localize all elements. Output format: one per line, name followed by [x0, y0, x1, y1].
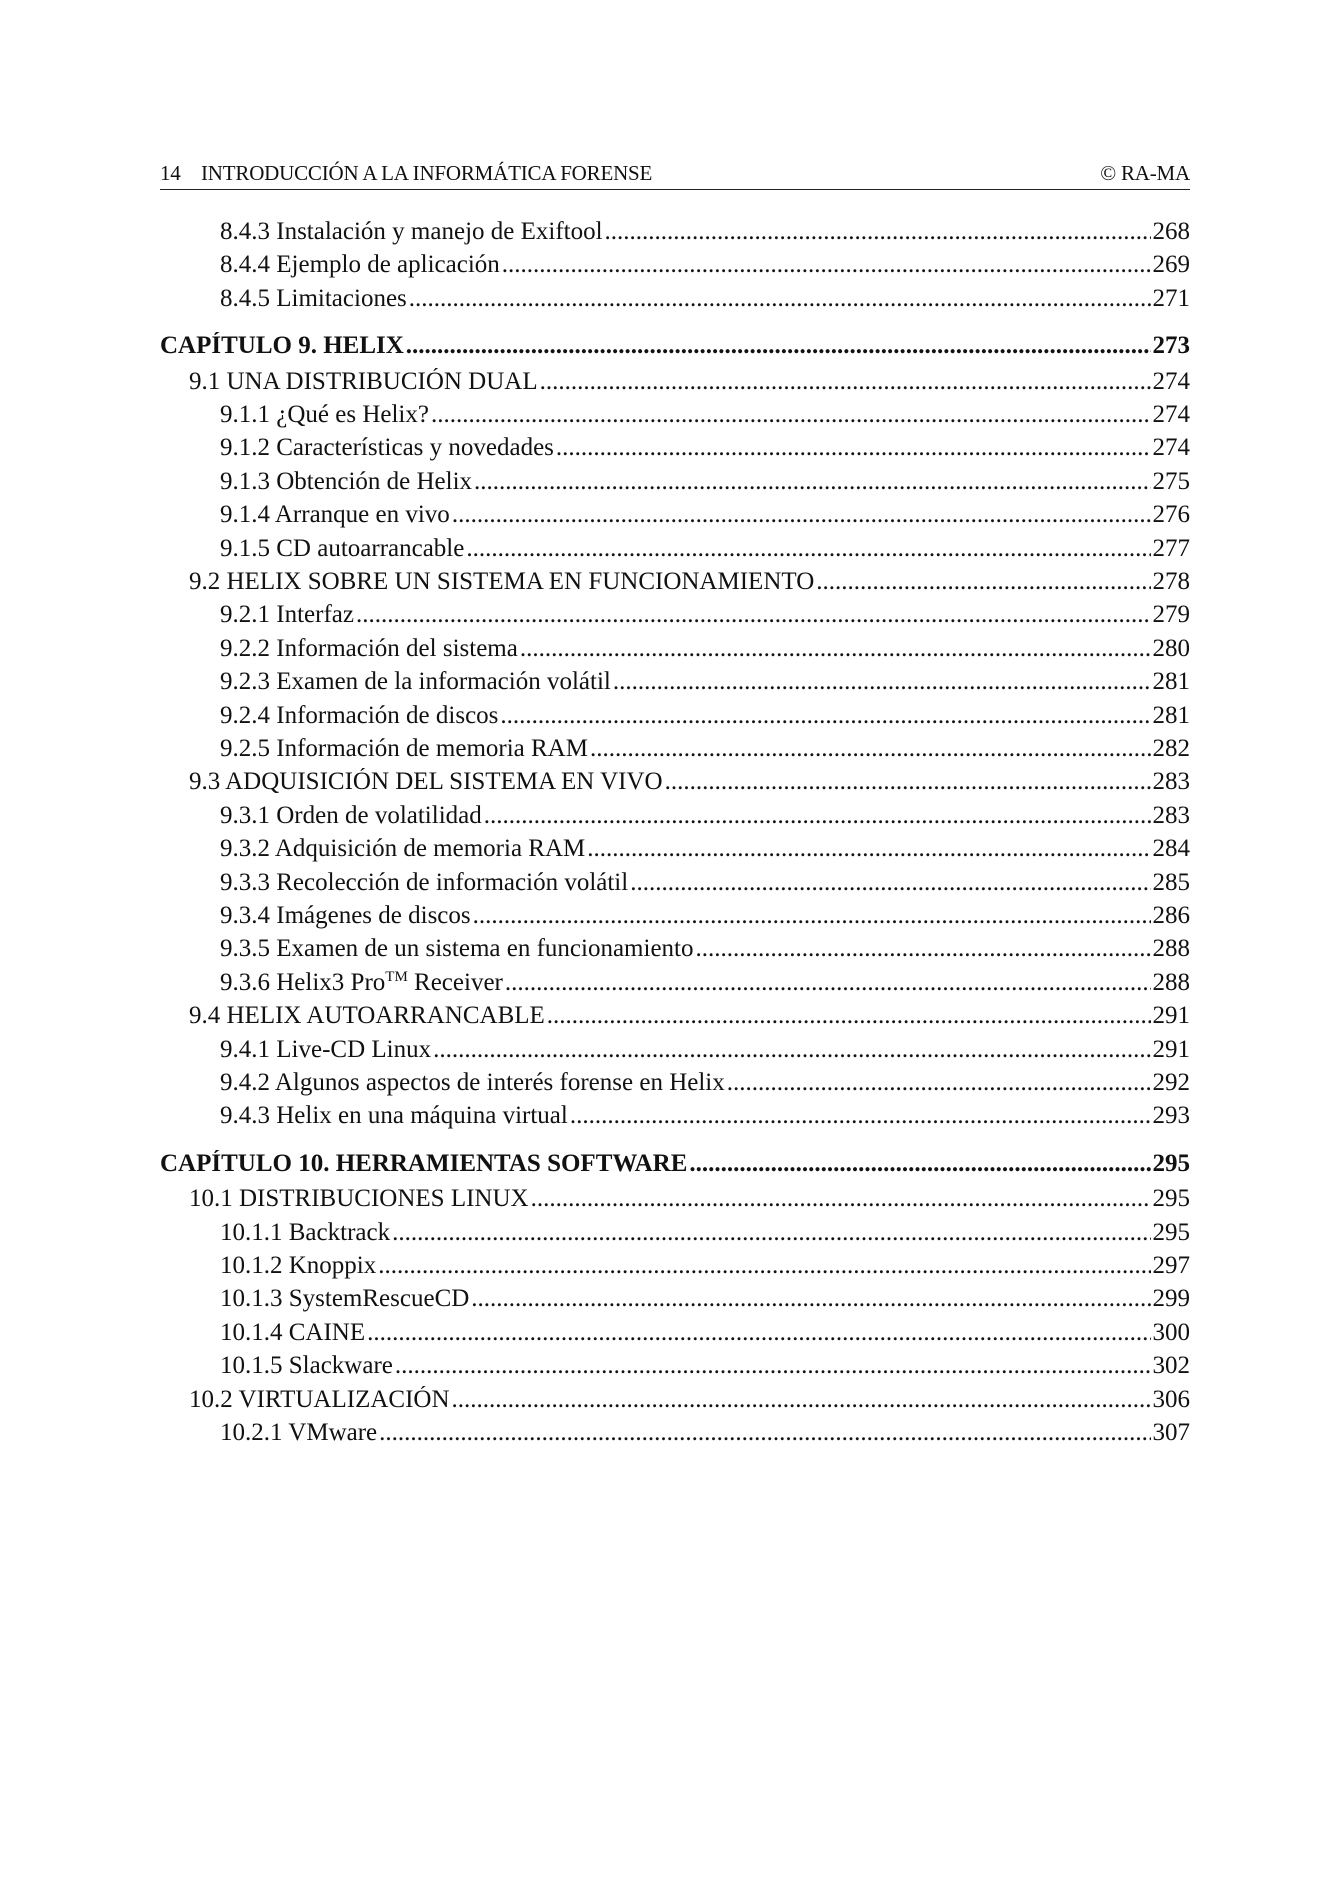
toc-entry[interactable] — [160, 601, 1190, 635]
toc-entry-label: 9.3.6 Helix3 Pro™ Receiver — [220, 968, 503, 996]
dot-leader — [547, 1002, 1151, 1030]
toc-entry-label: 8.4.4 Ejemplo de aplicación — [220, 251, 500, 279]
toc-entry-label: 10.1.5 Slackware — [220, 1352, 393, 1380]
toc-page-number: 297 — [1152, 1252, 1190, 1279]
dot-leader — [570, 1102, 1151, 1130]
toc-entry-label: 9.4.3 Helix en una máquina virtual — [220, 1102, 568, 1130]
dot-leader — [500, 702, 1150, 730]
toc-page-number: 300 — [1152, 1318, 1190, 1346]
dot-leader — [471, 1285, 1150, 1313]
toc-entry[interactable] — [160, 1069, 1190, 1103]
toc-page-number: 274 — [1152, 367, 1190, 395]
dot-leader — [613, 668, 1151, 696]
toc-page-number: 283 — [1152, 801, 1190, 829]
toc-entry[interactable] — [160, 1352, 1190, 1386]
toc-page-number: 292 — [1152, 1069, 1190, 1096]
dot-leader — [484, 802, 1151, 830]
toc-page-number: 282 — [1152, 735, 1190, 762]
toc-entry[interactable] — [160, 802, 1190, 836]
toc-entry[interactable] — [160, 1252, 1190, 1286]
toc-entry[interactable] — [160, 535, 1190, 569]
toc-entry[interactable] — [160, 434, 1190, 468]
toc-entry[interactable] — [160, 1002, 1190, 1036]
dot-leader — [727, 1069, 1151, 1097]
dot-leader — [531, 1185, 1151, 1213]
toc-entry[interactable] — [160, 1285, 1190, 1319]
toc-entry-label: 8.4.3 Instalación y manejo de Exiftool — [220, 218, 603, 245]
toc-entry[interactable] — [160, 635, 1190, 669]
header-publisher: © RA-MA — [1100, 161, 1190, 185]
toc-page-number: 295 — [1152, 1185, 1190, 1213]
dot-leader — [540, 368, 1151, 396]
toc-entry[interactable] — [160, 218, 1190, 252]
toc-page-number: 274 — [1152, 434, 1190, 462]
toc-entry[interactable] — [160, 1102, 1190, 1136]
toc-page-number: 295 — [1152, 1149, 1190, 1177]
toc-chapter-entry[interactable] — [160, 332, 1190, 366]
toc-page-number: 286 — [1152, 902, 1190, 929]
toc-entry-label: 8.4.5 Limitaciones — [220, 284, 407, 312]
toc-page-number: 275 — [1152, 467, 1190, 495]
toc-entry[interactable] — [160, 468, 1190, 502]
toc-entry[interactable] — [160, 768, 1190, 802]
dot-leader — [466, 535, 1150, 563]
toc-entry-label: 10.1.1 Backtrack — [220, 1218, 391, 1246]
dot-leader — [505, 969, 1151, 997]
toc-page-number: 277 — [1152, 534, 1190, 562]
toc-entry[interactable] — [160, 251, 1190, 285]
toc-entry-label: 9.2.5 Información de memoria RAM — [220, 735, 588, 762]
toc-entry-label: 9.2.3 Examen de la información volátil — [220, 668, 611, 696]
toc-page-number: 276 — [1152, 501, 1190, 529]
toc-entry-label: 9.3.3 Recolección de información volátil — [220, 868, 629, 896]
toc-entry-label: 9.2 HELIX SOBRE UN SISTEMA EN FUNCIONAMIENTO — [189, 568, 815, 595]
toc-page-number: 279 — [1152, 601, 1190, 629]
dot-leader — [356, 601, 1151, 629]
toc-entry-label: CAPÍTULO 10. HERRAMIENTAS SOFTWARE — [160, 1149, 688, 1177]
toc-entry[interactable] — [160, 869, 1190, 903]
header-page-number: 14 — [160, 161, 181, 185]
dot-leader — [367, 1319, 1150, 1347]
toc-entry-label: 9.1.3 Obtención de Helix — [220, 467, 473, 495]
toc-entry-label: 9.3.5 Examen de un sistema en funcionamiento — [220, 935, 694, 963]
toc-page-number: 302 — [1152, 1352, 1190, 1380]
dot-leader — [605, 218, 1151, 246]
toc-page-number: 271 — [1152, 284, 1190, 312]
dot-leader — [502, 251, 1151, 279]
dot-leader — [452, 1386, 1151, 1414]
toc-page-number: 299 — [1152, 1285, 1190, 1313]
dot-leader — [590, 735, 1151, 763]
dot-leader — [520, 635, 1151, 663]
toc-page-number: 274 — [1152, 401, 1190, 428]
toc-page-number: 307 — [1152, 1419, 1190, 1446]
toc-entry[interactable] — [160, 401, 1190, 435]
toc-entry-label: 10.1 DISTRIBUCIONES LINUX — [189, 1185, 529, 1213]
dot-leader — [556, 434, 1151, 462]
toc-entry-label: 9.4 HELIX AUTOARRANCABLE — [189, 1002, 545, 1030]
toc-entry-label: 9.1.5 CD autoarrancable — [220, 534, 465, 562]
toc-entry-label: 9.4.2 Algunos aspectos de interés forense en Helix — [220, 1069, 725, 1096]
toc-entry-label: 9.2.4 Información de discos — [220, 701, 499, 729]
running-header — [160, 157, 1190, 190]
toc-entry-label: 10.2.1 VMware — [220, 1419, 378, 1446]
toc-entry-label: 9.3.2 Adquisición de memoria RAM — [220, 835, 586, 863]
toc-entry[interactable] — [160, 902, 1190, 936]
toc-page-number: 284 — [1152, 835, 1190, 863]
dot-leader — [630, 869, 1150, 897]
toc-page-number: 291 — [1152, 1035, 1190, 1063]
toc-page-number: 281 — [1152, 701, 1190, 729]
dot-leader — [379, 1419, 1150, 1447]
toc-page-number: 288 — [1152, 968, 1190, 996]
trademark-superscript: TM — [385, 968, 408, 985]
toc-entry-label: 9.1.4 Arranque en vivo — [220, 501, 450, 529]
toc-entry-label: 9.1.1 ¿Qué es Helix? — [220, 401, 429, 428]
dot-leader — [431, 401, 1151, 429]
toc-entry[interactable] — [160, 368, 1190, 402]
dot-leader — [587, 835, 1150, 863]
dot-leader — [452, 501, 1151, 529]
toc-entry[interactable] — [160, 835, 1190, 869]
toc-entry-label: CAPÍTULO 9. HELIX — [160, 332, 404, 360]
dot-leader — [392, 1219, 1150, 1247]
toc-page-number: 273 — [1152, 332, 1190, 360]
toc-entry-label: 10.2 VIRTUALIZACIÓN — [189, 1385, 450, 1413]
toc-page-number: 281 — [1152, 668, 1190, 696]
toc-entry[interactable] — [160, 702, 1190, 736]
toc-page-number: 278 — [1152, 568, 1190, 595]
toc-page-number: 280 — [1152, 634, 1190, 662]
toc-entry[interactable] — [160, 1185, 1190, 1219]
toc-entry[interactable] — [160, 1219, 1190, 1253]
toc-entry[interactable] — [160, 668, 1190, 702]
toc-page-number: 285 — [1152, 868, 1190, 896]
dot-leader — [395, 1352, 1151, 1380]
toc-page-number: 295 — [1152, 1218, 1190, 1246]
dot-leader — [378, 1252, 1150, 1280]
dot-leader — [473, 902, 1151, 930]
dot-leader — [696, 935, 1151, 963]
toc-entry-label: 9.1.2 Características y novedades — [220, 434, 554, 462]
toc-page-number: 283 — [1152, 768, 1190, 796]
toc-entry-label: 10.1.3 SystemRescueCD — [220, 1285, 470, 1313]
toc-entry[interactable] — [160, 501, 1190, 535]
toc-page-number: 291 — [1152, 1002, 1190, 1030]
toc-entry-label: 9.3.1 Orden de volatilidad — [220, 801, 482, 829]
toc-entry[interactable] — [160, 1036, 1190, 1070]
toc-page-number: 269 — [1152, 251, 1190, 279]
dot-leader — [406, 332, 1151, 360]
toc-page-number: 293 — [1152, 1102, 1190, 1130]
toc-entry[interactable] — [160, 735, 1190, 769]
toc-entry[interactable] — [160, 285, 1190, 319]
dot-leader — [665, 768, 1151, 796]
dot-leader — [816, 568, 1150, 596]
toc-entry[interactable] — [160, 969, 1190, 1003]
toc-entry[interactable] — [160, 1386, 1190, 1420]
dot-leader — [474, 468, 1150, 496]
header-book-title: INTRODUCCIÓN A LA INFORMÁTICA FORENSE — [201, 161, 653, 185]
toc-page-number: 268 — [1152, 218, 1190, 245]
toc-entry-label: 10.1.4 CAINE — [220, 1318, 366, 1346]
dot-leader — [433, 1036, 1150, 1064]
toc-entry[interactable] — [160, 1319, 1190, 1353]
toc-entry-label: 9.1 UNA DISTRIBUCIÓN DUAL — [189, 367, 538, 395]
toc-page-number: 288 — [1152, 935, 1190, 963]
toc-entry-label: 9.2.2 Información del sistema — [220, 634, 518, 662]
toc-entry-label: 9.3.4 Imágenes de discos — [220, 902, 471, 929]
toc-entry-label: 9.2.1 Interfaz — [220, 601, 354, 629]
toc-entry[interactable] — [160, 568, 1190, 602]
toc-entry[interactable] — [160, 1419, 1190, 1453]
toc-entry-label: 9.3 ADQUISICIÓN DEL SISTEMA EN VIVO — [189, 768, 663, 796]
toc-entry-label: 9.4.1 Live-CD Linux — [220, 1035, 432, 1063]
toc-page-number: 306 — [1152, 1385, 1190, 1413]
dot-leader — [409, 285, 1151, 313]
toc-chapter-entry[interactable] — [160, 1150, 1190, 1184]
dot-leader — [689, 1150, 1150, 1178]
toc-entry[interactable] — [160, 935, 1190, 969]
toc-entry-label: 10.1.2 Knoppix — [220, 1252, 377, 1279]
